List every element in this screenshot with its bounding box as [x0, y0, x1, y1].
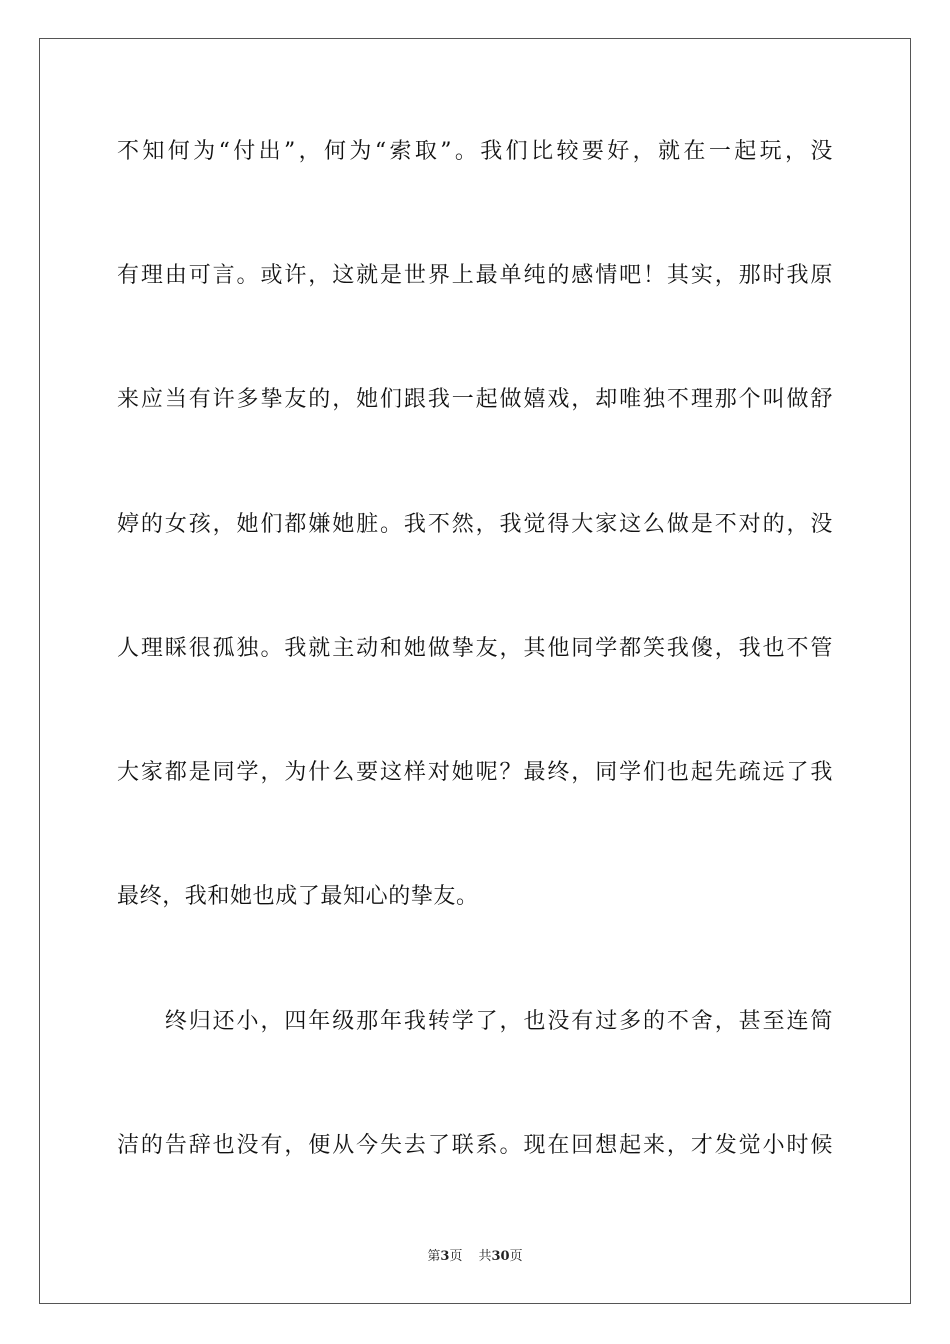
paragraph-line: 不知何为“付出”，何为“索取”。我们比较要好，就在一起玩，没: [117, 139, 833, 164]
paragraph-line: 最终，我和她也成了最知心的挚友。: [117, 884, 479, 909]
total-suffix: 页: [509, 1249, 523, 1264]
paragraph-line: 终归还小，四年级那年我转学了，也没有过多的不舍，甚至连简: [117, 1009, 833, 1034]
page-number: 3: [440, 1249, 450, 1264]
total-pages: 30: [491, 1249, 510, 1264]
paragraph-line: 有理由可言。或许，这就是世界上最单纯的感情吧！其实，那时我原: [117, 263, 833, 288]
page-prefix: 第: [427, 1249, 441, 1264]
total-prefix: 共: [478, 1249, 492, 1264]
paragraph-line: 洁的告辞也没有，便从今失去了联系。现在回想起来，才发觉小时候: [117, 1133, 833, 1158]
paragraph-line: 人理睬很孤独。我就主动和她做挚友，其他同学都笑我傻，我也不管: [117, 636, 833, 661]
paragraph-line: 来应当有许多挚友的，她们跟我一起做嬉戏，却唯独不理那个叫做舒: [117, 387, 833, 412]
paragraph-line: 婷的女孩，她们都嫌她脏。我不然，我觉得大家这么做是不对的，没: [117, 512, 833, 537]
page-border: [39, 38, 911, 1304]
page-suffix: 页: [449, 1249, 463, 1264]
page-footer: [0, 1248, 950, 1266]
paragraph-line: 大家都是同学，为什么要这样对她呢？最终，同学们也起先疏远了我: [117, 760, 833, 785]
